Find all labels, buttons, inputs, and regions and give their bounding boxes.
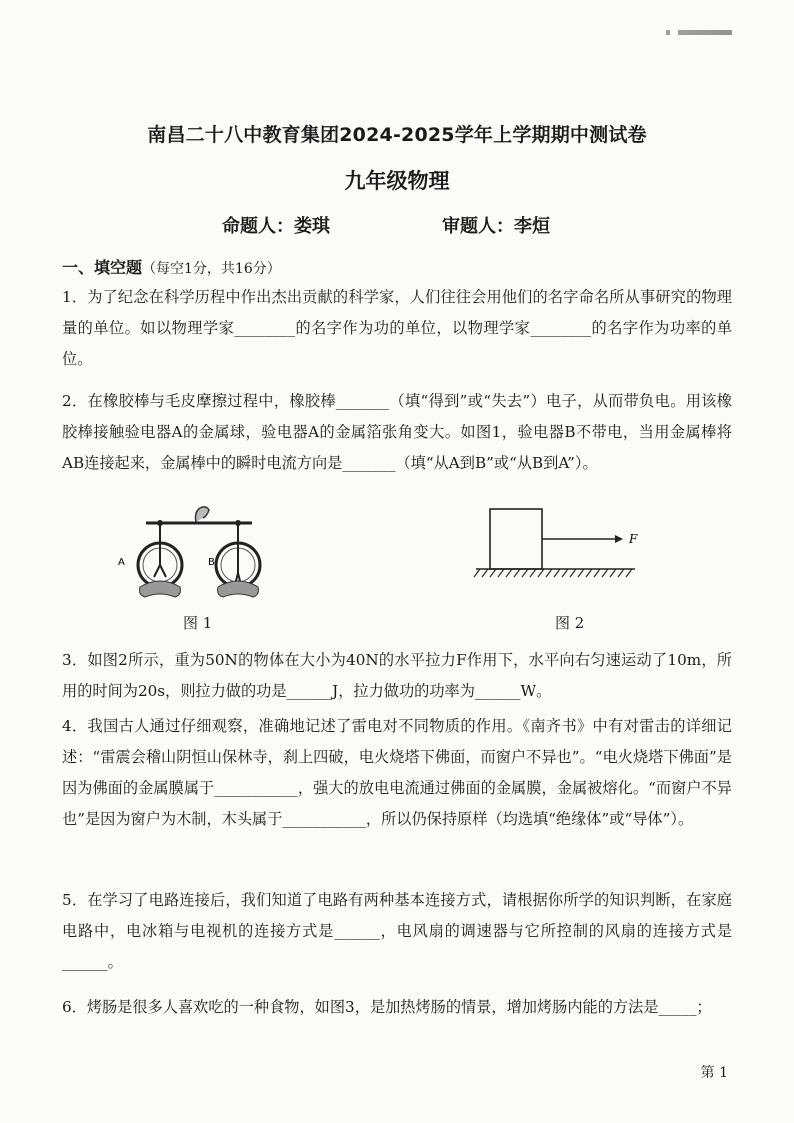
section-heading [62,255,281,278]
question-4: 4．我国古人通过仔细观察，准确地记述了雷电对不同物质的作用。《南齐书》中有对雷击的详细记述：“雷震会稽山阴恒山保林寺，刹上四破，电火烧塔下佛面，而窗户不异也”。“电火烧塔下佛面”是因为佛面的金属膜属于___________，强大的放电电流通过佛面的金属膜，金属被熔化。“而窗户不异也”是因为窗户为木制，木头属于___________，所以仍保持原样（均选填“绝缘体”或“导体”）。 [62,717,732,828]
figure-2-caption: 图 2 [555,614,585,632]
section-title: 一、填空题 [62,258,143,277]
electroscope-b [216,520,260,597]
exam-title: 南昌二十八中教育集团2024-2025学年上学期期中测试卷 [147,124,647,146]
label-b: B [208,557,215,568]
exam-subject: 九年级物理 [344,169,450,193]
page-number: 第 1 [700,1065,728,1081]
figure-1-electroscopes [110,495,280,605]
label-a: A [118,557,125,568]
question-3: 3．如图2所示，重为50N的物体在大小为40N的水平拉力F作用下，水平向右匀速运动了10m，所用的时间为20s，则拉力做的功是______J，拉力做功的功率为______W。 [62,651,732,700]
question-5: 5．在学习了电路连接后，我们知道了电路有两种基本连接方式，请根据你所学的知识判断，在家庭电路中，电冰箱与电视机的连接方式是______，电风扇的调速器与它所控制的风扇的连接方式是______。 [62,891,732,971]
question-6: 6．烤肠是很多人喜欢吃的一种食物，如图3，是加热烤肠的情景，增加烤肠内能的方法是_____； [62,998,712,1016]
scan-artifact [652,30,732,35]
figure-2-block-force [470,505,640,590]
section-note: （每空1分，共16分） [142,261,281,277]
electroscope-a [138,520,182,597]
reviewer-name: 审题人：李烜 [442,216,550,237]
label-f: F [629,532,638,546]
question-1: 1．为了纪念在科学历程中作出杰出贡献的科学家，人们往往会用他们的名字命名所从事研究的物理量的单位。如以物理学家________的名字作为功的单位，以物理学家________的名字作为功率的单位。 [62,288,732,368]
figure-1-caption: 图 1 [183,614,213,632]
question-2: 2．在橡胶棒与毛皮摩擦过程中，橡胶棒_______（填“得到”或“失去”）电子，从而带负电。用该橡胶棒接触验电器A的金属球，验电器A的金属箔张角变大。如图1，验电器B不带电，当用金属棒将AB连接起来，金属棒中的瞬时电流方向是_______（填“从A到B”或“从B到A”）。 [62,392,732,472]
setter-name: 命题人：娄琪 [222,216,330,237]
